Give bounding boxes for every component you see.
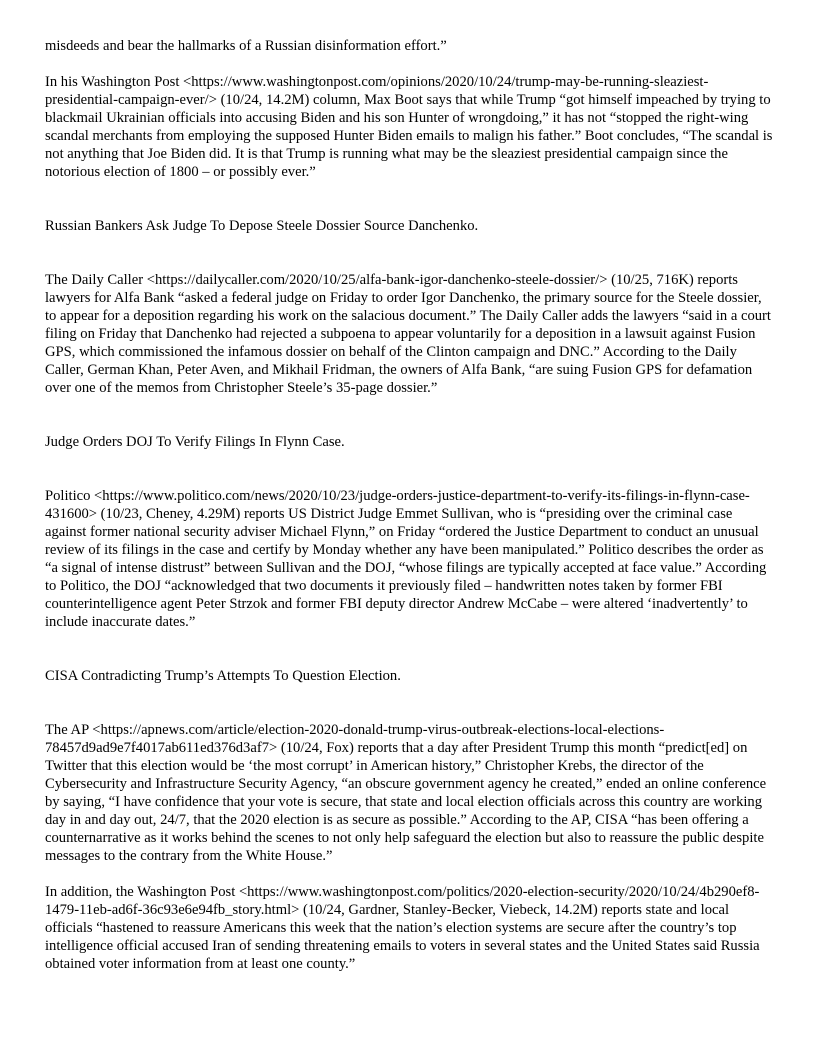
paragraph-daily-caller: The Daily Caller <https://dailycaller.com/2020/10/25/alfa-bank-igor-danchenko-steele-dossier/> (10/25, 716K) reports lawyers for Alfa Bank “asked a federal judge on Friday to order Igor Danchenko, the primary source for the Steele dossier, to appear for a deposition regarding his work on the salacious document.” The Daily Caller adds the lawyers “said in a court filing on Friday that Danchenko had rejected a subpoena to appear voluntarily for a deposition in a lawsuit against Fusion GPS, which commissioned the infamous dossier on behalf of the Clinton campaign and DNC.” According to the Daily Caller, German Khan, Peter Aven, and Mikhail Fridman, the owners of Alfa Bank, “are suing Fusion GPS for defamation over one of the memos from Christopher Steele’s 35-page dossier.” — [45, 272, 771, 396]
paragraph-washington-post: In addition, the Washington Post <https://www.washingtonpost.com/politics/2020-election-security/2020/10/24/4b290ef8-1479-11eb-ad6f-36c93e6e94fb_story.html> (10/24, Gardner, Stanley-Becker, Viebeck, 14.2M) reports state and local officials “hastened to reassure Americans this week that the nation’s election systems are secure after the country’s top intelligence official accused Iran of sending threatening emails to voters in several states and the United States said Russia obtained voter information from at least one county.” — [45, 884, 760, 972]
paragraph-max-boot: In his Washington Post <https://www.washingtonpost.com/opinions/2020/10/24/trump-may-be-running-sleaziest-presidential-campaign-ever/> (10/24, 14.2M) column, Max Boot says that while Trump “got himself impeached by trying to blackmail Ukrainian officials into accusing Biden and his son Hunter of wrongdoing,” it has not “stopped the right-wing scandal merchants from employing the supposed Hunter Biden emails to malign his father.” Boot concludes, “The scandal is not anything that Joe Biden did. It is that Trump is running what may be the sleaziest presidential campaign since the notorious election of 1800 – or possibly ever.” — [45, 74, 773, 180]
paragraph-ap: The AP <https://apnews.com/article/election-2020-donald-trump-virus-outbreak-elections-local-elections-78457d9ad9e7f4017ab611ed376d3af7> (10/24, Fox) reports that a day after President Trump this month “predict[ed] on Twitter that this election would be ‘the most corrupt’ in American history,” Christopher Krebs, the director of the Cybersecurity and Infrastructure Security Agency, “an obscure government agency he created,” ended an online conference by saying, “I have confidence that your vote is secure, that state and local election officials across this country are working day in and day out, 24/7, that the 2020 election is as secure as possible.” According to the AP, CISA “has been offering a counternarrative as it works behind the scenes to not only help safeguard the election but also to reassure the public despite messages to the contrary from the White House.” — [45, 722, 767, 864]
headline-russian-bankers: Russian Bankers Ask Judge To Depose Steele Dossier Source Danchenko. — [45, 218, 479, 234]
headline-cisa: CISA Contradicting Trump’s Attempts To Question Election. — [45, 668, 401, 684]
document-page — [45, 37, 773, 973]
paragraph-continuation: misdeeds and bear the hallmarks of a Russian disinformation effort.” — [45, 38, 447, 54]
headline-flynn-case: Judge Orders DOJ To Verify Filings In Flynn Case. — [45, 434, 345, 450]
paragraph-politico: Politico <https://www.politico.com/news/2020/10/23/judge-orders-justice-department-to-verify-its-filings-in-flynn-case-431600> (10/23, Cheney, 4.29M) reports US District Judge Emmet Sullivan, who is “presiding over the criminal case against former national security adviser Michael Flynn,” on Friday “ordered the Justice Department to conduct an unusual review of its filings in the case and certify by Monday whether any have been manipulated.” Politico describes the order as “a signal of intense distrust” between Sullivan and the DOJ, “whose filings are typically accepted at face value.” According to Politico, the DOJ “acknowledged that two documents it previously filed – handwritten notes taken by former FBI counterintelligence agent Peter Strzok and former FBI deputy director Andrew McCabe – were altered ‘inadvertently’ to include inaccurate dates.” — [45, 488, 767, 630]
